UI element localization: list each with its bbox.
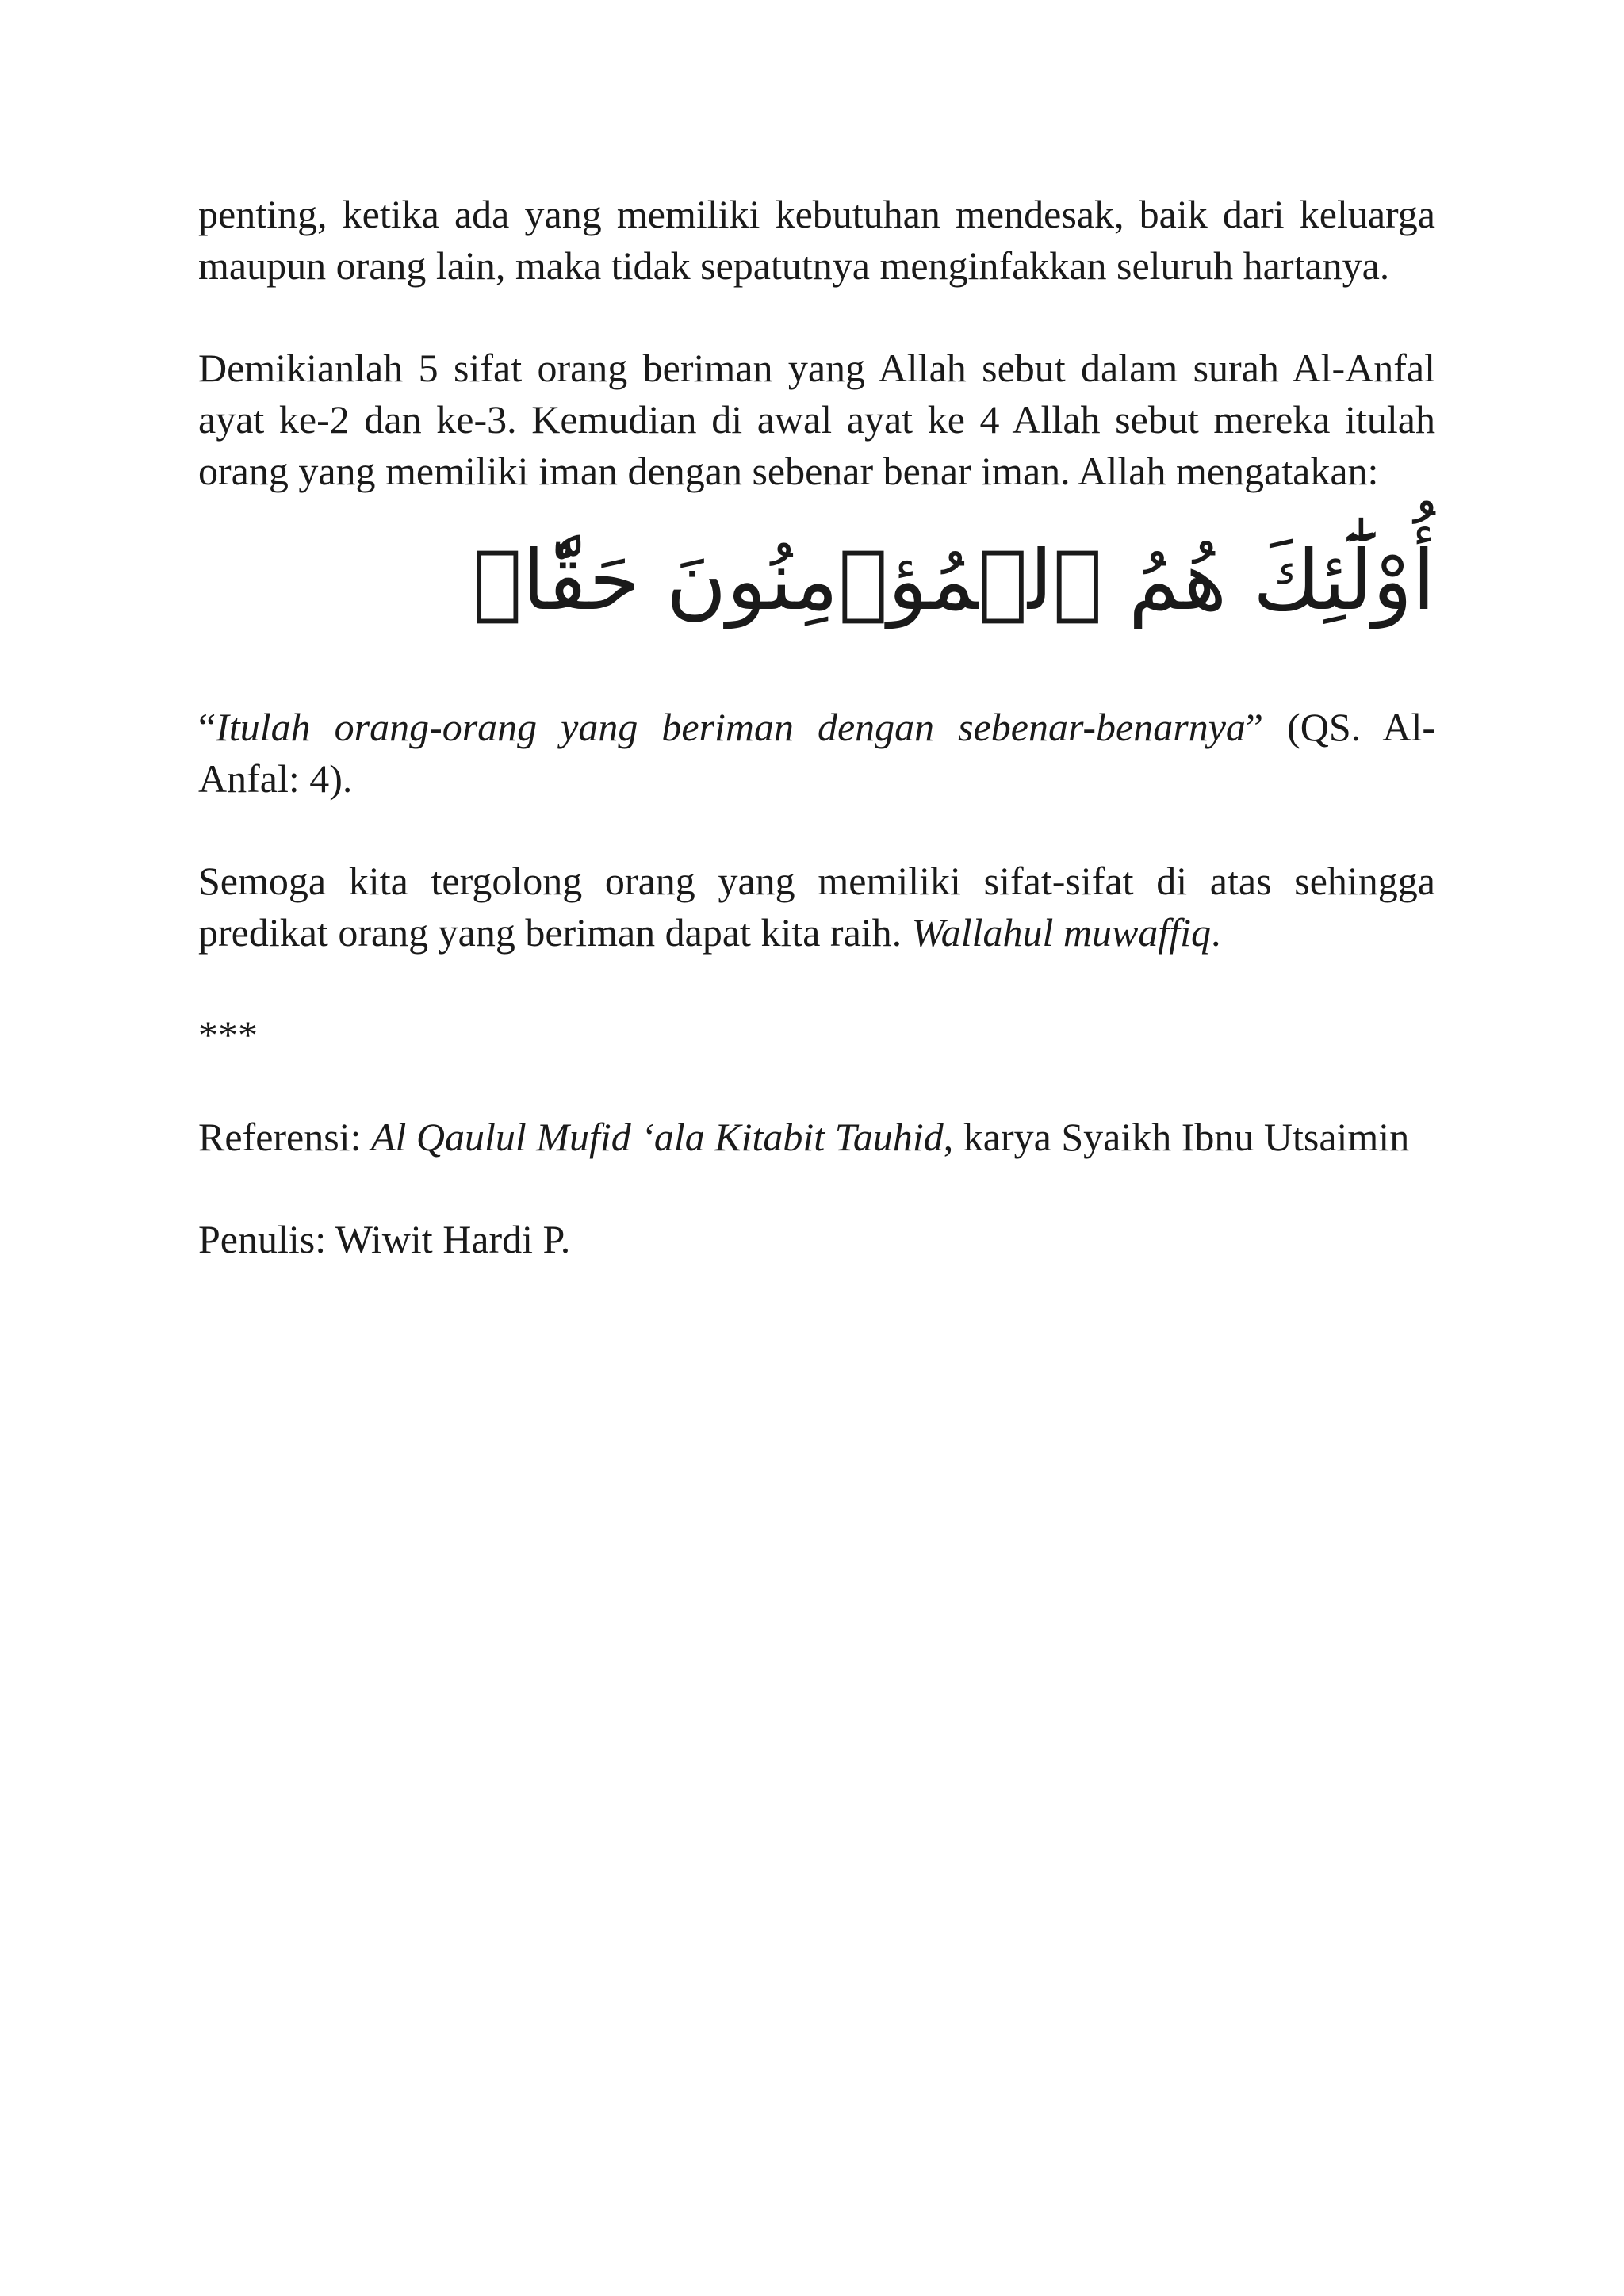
arabic-verse: أُوْلَٰٓئِكَ هُمُ ٱلۡمُؤۡمِنُونَ حَقّٗاۚ	[472, 532, 1435, 629]
closing-prayer	[198, 855, 1435, 959]
translation-italic: Itulah orang-orang yang beriman dengan sebenar-benarnya	[216, 705, 1246, 749]
quote-open: “	[198, 705, 216, 749]
paragraph-five-traits: Demikianlah 5 sifat orang beriman yang Allah sebut dalam surah Al-Anfal ayat ke-2 dan ke-3. Kemudian di awal ayat ke 4 Allah sebut mereka itulah orang yang memiliki iman dengan sebenar benar iman. Allah mengatakan:	[198, 346, 1435, 493]
reference	[198, 1112, 1435, 1163]
closing-italic: Wallahul muwaffiq	[911, 910, 1212, 955]
reference-label: Referensi:	[198, 1115, 371, 1159]
verse-translation	[198, 702, 1435, 805]
quote-close-citation: ” (QS. Al-Anfal: 4).	[198, 705, 1436, 801]
paragraph-continuation: penting, ketika ada yang memiliki kebutuhan mendesak, baik dari keluarga maupun orang lain, maka tidak sepatutnya menginfakkan seluruh hartanya.	[198, 192, 1435, 288]
closing-text: Semoga kita tergolong orang yang memiliki sifat-sifat di atas sehingga predikat orang yang beriman dapat kita raih.	[198, 859, 1435, 955]
author-credit: Penulis: Wiwit Hardi P.	[198, 1217, 571, 1261]
reference-author: , karya Syaikh Ibnu Utsaimin	[943, 1115, 1410, 1159]
closing-period: .	[1211, 910, 1221, 955]
reference-title: Al Qaulul Mufid ‘ala Kitabit Tauhid	[370, 1115, 944, 1159]
document-page	[198, 189, 1435, 1265]
section-separator: ***	[198, 1012, 258, 1057]
